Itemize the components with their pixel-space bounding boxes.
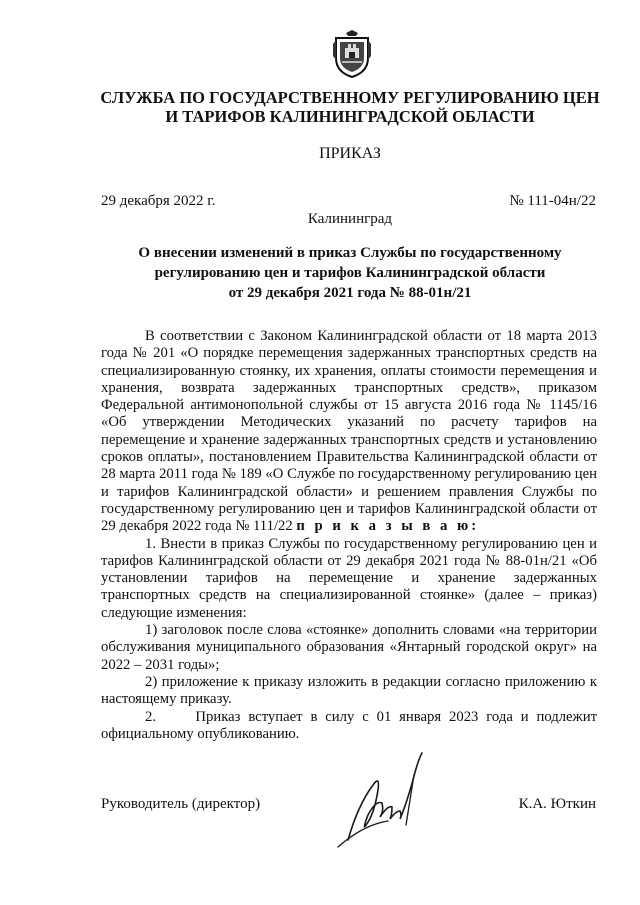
- document-city: Калининград: [307, 211, 393, 227]
- item-1-1: 1) заголовок после слова «стоянке» дополнить словами «на территории обслуживания муниципального образования «Янтарный городской округ» на 2022 – 2031 годы»;: [101, 622, 597, 673]
- document-subject: [60, 243, 640, 303]
- preamble-text: В соответствии с Законом Калининградской области от 18 марта 2013 года № 201 «О порядке перемещения задержанных транспортных средств на специализированную стоянку, их хранения, оплаты стоимости перемещения и хранения, возврата задержанных транспортных средств», приказом Федеральной антимонопольной службы от 15 августа 2016 года № 1145/16 «Об утверждении Методических указаний по расчету тарифов на перемещение и хранение задержанных транспортных средств и установлению сроков оплаты», постановлением Правительства Калининградской области от 28 марта 2011 года № 189 «О Службе по государственному регулированию цен и тарифов Калининградской области» и решением правления Службы по государственному регулированию цен и тарифов Калининградской области от 29 декабря 2022 года № 111/22: [101, 328, 597, 535]
- item-1-2: 2) приложение к приказу изложить в редакции согласно приложению к настоящему приказу.: [101, 673, 597, 708]
- item-2: 2. Приказ вступает в силу с 01 января 2023 года и подлежит официальному опубликованию.: [101, 708, 601, 742]
- organization-name-line2: И ТАРИФОВ КАЛИНИНГРАДСКОЙ ОБЛАСТИ: [165, 107, 535, 126]
- document-type: ПРИКАЗ: [319, 145, 381, 162]
- subject-line2: регулированию цен и тарифов Калининградской области: [154, 265, 546, 281]
- organization-name: [60, 88, 640, 126]
- subject-line1: О внесении изменений в приказ Службы по государственному: [138, 245, 562, 261]
- preamble-paragraph: [101, 328, 597, 536]
- coat-of-arms-icon: [332, 30, 372, 78]
- subject-line3: от 29 декабря 2021 года № 88-01н/21: [228, 285, 472, 301]
- signatory-name: К.А. Юткин: [518, 796, 596, 812]
- document-number: № 111-04н/22: [509, 193, 596, 209]
- item-1: 1. Внести в приказ Службы по государственному регулированию цен и тарифов Калининградской области от 29 декабря 2021 года № 88-01н/21 «Об установлении тарифов на перемещение и хранение задержанных транспортных средств на специализированной стоянке» (далее – приказ) следующие изменения:: [101, 535, 597, 621]
- signatory-role: Руководитель (директор): [101, 796, 261, 812]
- document-date: 29 декабря 2022 г.: [101, 193, 216, 209]
- document-body: [101, 328, 601, 743]
- handwritten-signature: [318, 745, 438, 855]
- orders-word: п р и к а з ы в а ю:: [296, 518, 480, 535]
- organization-name-line1: СЛУЖБА ПО ГОСУДАРСТВЕННОМУ РЕГУЛИРОВАНИЮ ЦЕН: [100, 88, 600, 107]
